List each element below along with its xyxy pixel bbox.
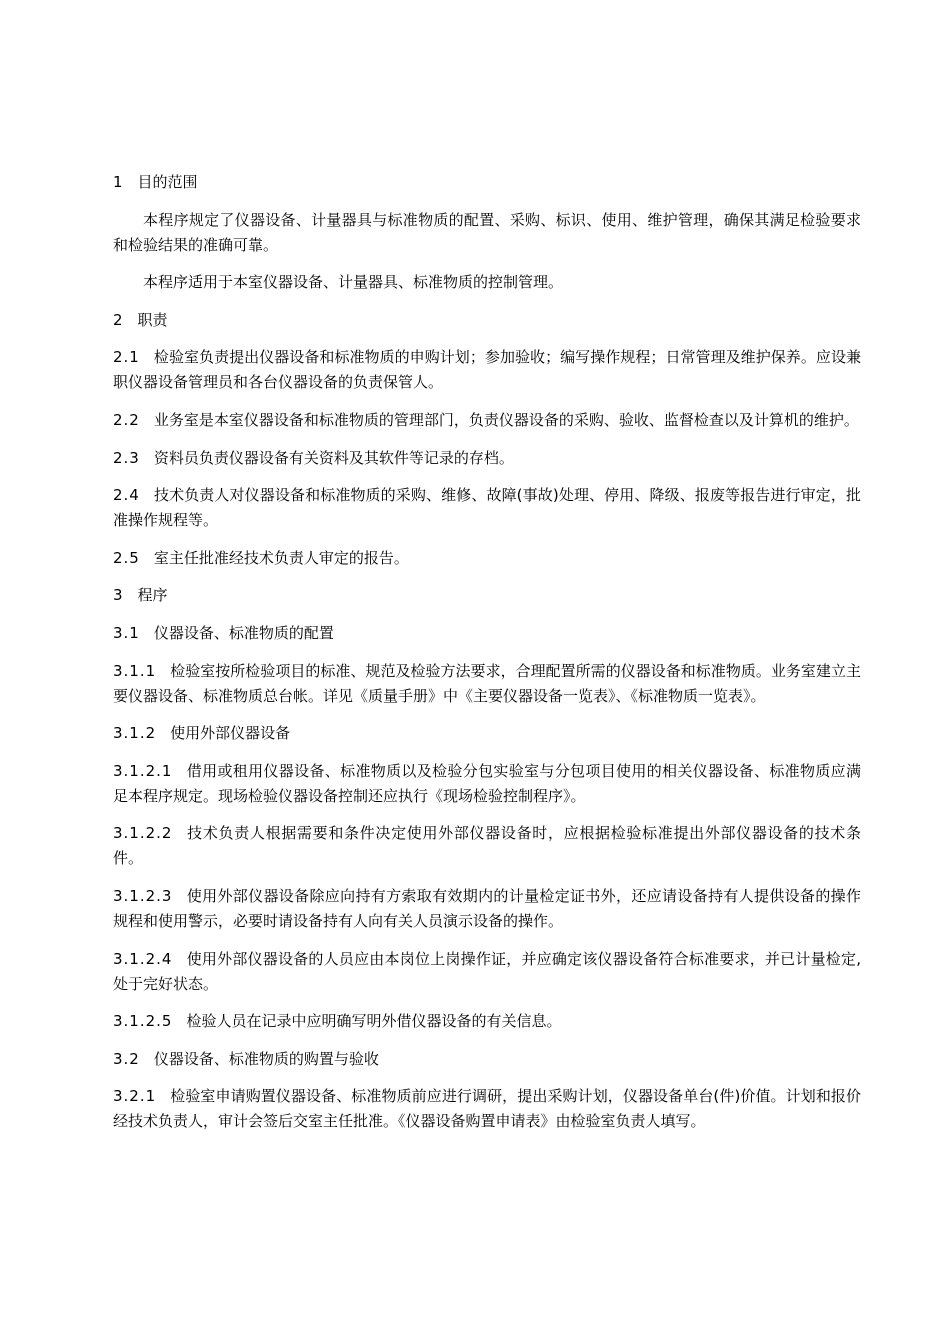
paragraph [113, 270, 861, 295]
paragraph-text: 业务室是本室仪器设备和标准物质的管理部门，负责仪器设备的采购、验收、监督检查以及计算机的维护。 [153, 410, 859, 429]
section-number: 2.2 [113, 410, 140, 429]
paragraph-text: 仪器设备、标准物质的配置 [153, 623, 334, 642]
section-number: 2.1 [113, 348, 140, 367]
paragraph [113, 1047, 861, 1072]
section-number: 3.1.2.3 [113, 886, 173, 905]
paragraph [113, 408, 861, 433]
paragraph-text: 室主任批准经技术负责人审定的报告。 [153, 548, 409, 567]
paragraph-text: 检验人员在记录中应明确写明外借仪器设备的有关信息。 [186, 1012, 562, 1031]
paragraph-text: 使用外部仪器设备除应向持有方索取有效期内的计量检定证书外，还应请设备持有人提供设备的操作规程和使用警示，必要时请设备持有人向有关人员演示设备的操作。 [113, 886, 861, 930]
section-number: 3.1.2.4 [113, 949, 173, 968]
paragraph [113, 621, 861, 646]
paragraph [113, 208, 861, 258]
document-body [113, 170, 861, 1147]
paragraph [113, 659, 861, 709]
section-number: 1 [113, 173, 124, 191]
paragraph [113, 308, 861, 333]
paragraph [113, 483, 861, 533]
paragraph [113, 446, 861, 471]
section-number: 3.1.2.1 [113, 761, 173, 780]
section-number: 3 [113, 586, 124, 605]
paragraph [113, 583, 861, 608]
paragraph [113, 947, 861, 997]
paragraph [113, 821, 861, 871]
paragraph [113, 1009, 861, 1034]
section-number: 2.5 [113, 548, 140, 567]
paragraph-text: 资料员负责仪器设备有关资料及其软件等记录的存档。 [153, 448, 514, 467]
section-number: 3.1.2 [113, 724, 157, 743]
section-number: 2 [113, 310, 124, 329]
paragraph [113, 884, 861, 934]
section-number: 3.2.1 [113, 1087, 157, 1106]
section-number: 3.2 [113, 1049, 140, 1068]
paragraph-text: 使用外部仪器设备 [170, 724, 291, 743]
paragraph [113, 345, 861, 395]
paragraph [113, 759, 861, 809]
paragraph-text: 检验室按所检验项目的标准、规范及检验方法要求，合理配置所需的仪器设备和标准物质。业务室建立主要仪器设备、标准物质总台帐。详见《质量手册》中《主要仪器设备一览表》、《标准物质一览表》。 [113, 661, 861, 705]
paragraph [113, 1084, 861, 1134]
paragraph-text: 本程序规定了仪器设备、计量器具与标准物质的配置、采购、标识、使用、维护管理，确保其满足检验要求和检验结果的准确可靠。 [113, 210, 861, 254]
section-number: 3.1.2.2 [113, 824, 173, 843]
paragraph-text: 仪器设备、标准物质的购置与验收 [153, 1049, 379, 1068]
section-number: 3.1.1 [113, 661, 157, 680]
section-number: 3.1 [113, 623, 140, 642]
paragraph-text: 技术负责人根据需要和条件决定使用外部仪器设备时，应根据检验标准提出外部仪器设备的技术条件。 [113, 824, 861, 868]
paragraph-text: 职责 [137, 310, 168, 329]
section-number: 2.3 [113, 448, 140, 467]
paragraph-text: 借用或租用仪器设备、标准物质以及检验分包实验室与分包项目使用的相关仪器设备、标准物质应满足本程序规定。现场检验仪器设备控制还应执行《现场检验控制程序》。 [113, 761, 861, 805]
paragraph-text: 检验室负责提出仪器设备和标准物质的申购计划；参加验收；编写操作规程；日常管理及维护保养。应设兼职仪器设备管理员和各台仪器设备的负责保管人。 [113, 348, 861, 392]
paragraph-text: 本程序适用于本室仪器设备、计量器具、标准物质的控制管理。 [143, 273, 564, 292]
paragraph-text: 程序 [137, 586, 168, 605]
paragraph [113, 546, 861, 571]
paragraph-text: 使用外部仪器设备的人员应由本岗位上岗操作证，并应确定该仪器设备符合标准要求，并已计量检定,处于完好状态。 [113, 949, 861, 993]
paragraph-text: 检验室申请购置仪器设备、标准物质前应进行调研，提出采购计划，仪器设备单台(件)价值。计划和报价经技术负责人，审计会签后交室主任批准。《仪器设备购置申请表》由检验室负责人填写。 [113, 1087, 861, 1131]
section-number: 2.4 [113, 486, 140, 505]
paragraph [113, 721, 861, 746]
paragraph-text: 技术负责人对仪器设备和标准物质的采购、维修、故障(事故)处理、停用、降级、报废等报告进行审定，批准操作规程等。 [113, 486, 861, 530]
paragraph [113, 170, 861, 195]
paragraph-text: 目的范围 [137, 173, 198, 191]
section-number: 3.1.2.5 [113, 1012, 173, 1031]
